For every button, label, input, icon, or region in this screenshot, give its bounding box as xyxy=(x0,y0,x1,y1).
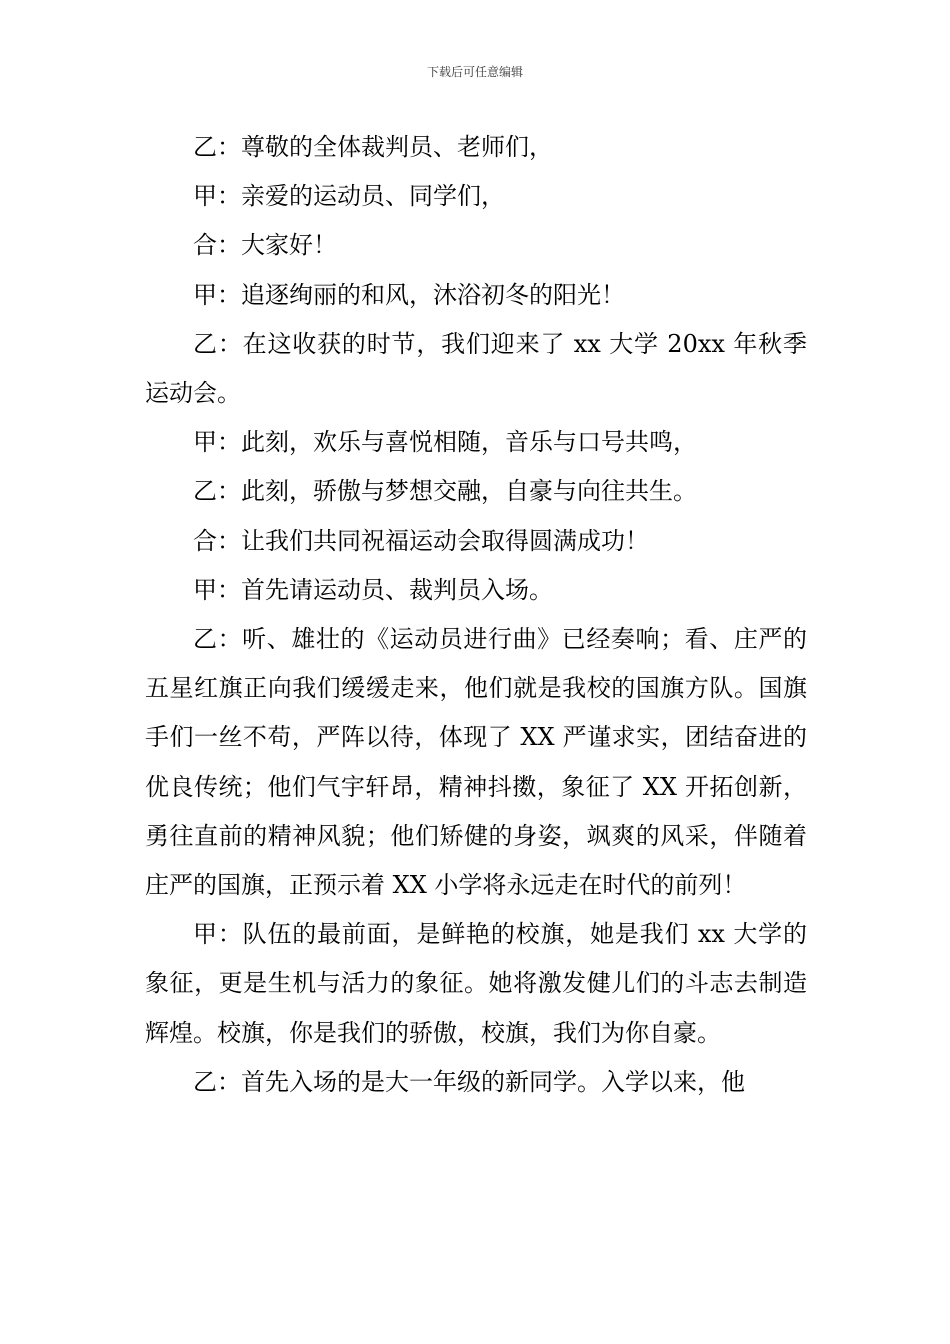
paragraph: 合：让我们共同祝福运动会取得圆满成功！ xyxy=(193,526,649,555)
paragraph: 甲：首先请运动员、裁判员入场。 xyxy=(193,575,553,604)
paragraph: 乙：听、雄壮的《运动员进行曲》已经奏响；看、庄严的五星红旗正向我们缓缓走来，他们就是我校的国旗方队。国旗手们一丝不苟，严阵以待，体现了 XX 严谨求实，团结奋进的优良传统；他们气宇轩昂，精神抖擞，象征了 XX 开拓创新，勇往直前的精神风貌；他们矫健的身姿，飒爽的风采，伴随着庄严的国旗，正预示着 XX 小学将永远走在时代的前列！ xyxy=(145,625,807,900)
paragraph: 乙：首先入场的是大一年级的新同学。入学以来，他 xyxy=(193,1067,745,1096)
paragraph: 甲：此刻，欢乐与喜悦相随，音乐与口号共鸣， xyxy=(193,428,697,457)
paragraph: 乙：尊敬的全体裁判员、老师们， xyxy=(193,133,553,161)
paragraph: 甲：追逐绚丽的和风，沐浴初冬的阳光！ xyxy=(193,280,625,309)
paragraph: 甲：亲爱的运动员、同学们， xyxy=(193,182,505,211)
document-body xyxy=(145,123,807,1107)
paragraph: 乙：此刻，骄傲与梦想交融，自豪与向往共生。 xyxy=(193,477,697,506)
paragraph: 甲：队伍的最前面，是鲜艳的校旗，她是我们 xx 大学的象征，更是生机与活力的象征。她将激发健儿们的斗志去制造辉煌。校旗，你是我们的骄傲，校旗，我们为你自豪。 xyxy=(145,920,807,1047)
page-header: 下载后可任意编辑 xyxy=(426,65,523,79)
paragraph: 合：大家好！ xyxy=(193,231,337,260)
paragraph: 乙：在这收获的时节，我们迎来了 xx 大学 20xx 年秋季运动会。 xyxy=(145,329,807,408)
